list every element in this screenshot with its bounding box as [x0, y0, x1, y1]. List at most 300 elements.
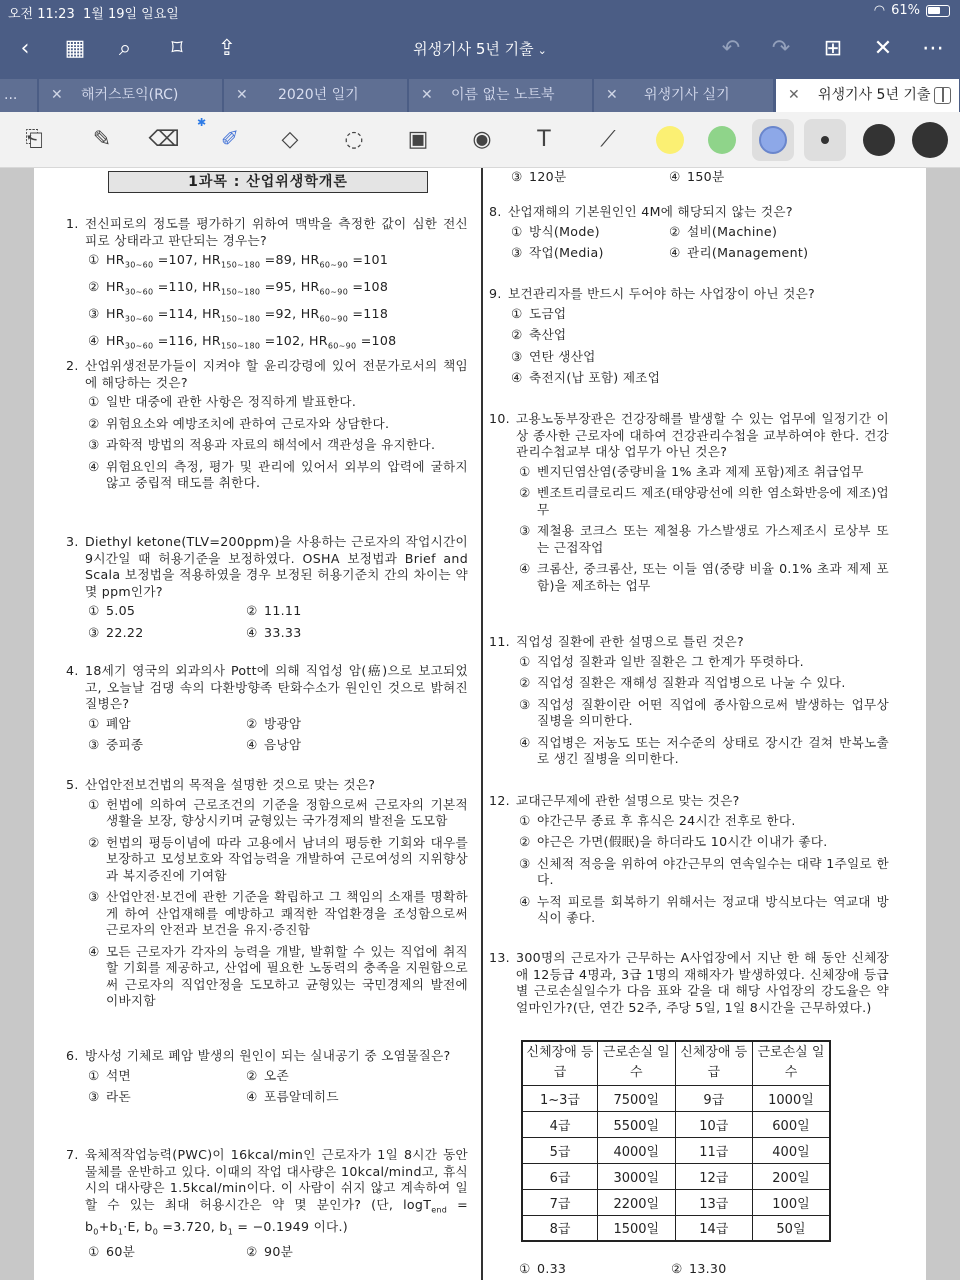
- choice-mark: ①: [511, 305, 523, 321]
- option-3[interactable]: [519, 523, 889, 556]
- option-text: 22.22: [106, 624, 144, 640]
- option-3[interactable]: [88, 1089, 246, 1106]
- option-text: 신체적 적응을 위하여 야간근무의 연속일수는 대략 1주일로 한다.: [537, 855, 889, 887]
- choice-mark: ②: [246, 1067, 258, 1083]
- option-text: 과학적 방법의 적용과 자료의 해석에서 객관성을 유지한다.: [106, 437, 436, 452]
- question-10: [489, 411, 889, 599]
- question-text: 전신피로의 정도를 평가하기 위하여 맥박을 측정한 값이 심한 전신피로 상태라고 판단되는 경우는?: [85, 216, 468, 248]
- option-3[interactable]: [511, 245, 669, 262]
- option-3[interactable]: [88, 625, 246, 642]
- document-title: 위생기사 5년 기출: [413, 40, 534, 58]
- add-page-icon[interactable]: ⊞: [823, 36, 843, 61]
- option-1[interactable]: [511, 224, 669, 241]
- question-text: = b: [85, 1196, 469, 1234]
- option-3[interactable]: [519, 856, 889, 889]
- question-stem: [489, 286, 889, 303]
- question-text: 산업위생전문가들이 지켜야 할 윤리강령에 있어 전문가로서의 책임에 해당하는 것은?: [85, 358, 468, 390]
- table-row: [522, 1085, 830, 1111]
- split-view-icon[interactable]: [934, 87, 951, 104]
- choice-mark: ③: [88, 624, 100, 640]
- option-text: 누적 피로를 회복하기 위해서는 정교대 방식보다는 역교대 방식이 좋다.: [537, 893, 889, 925]
- options: [489, 654, 889, 768]
- tab-overflow[interactable]: [0, 79, 38, 112]
- option-text: 헌법에 의하여 근로조건의 기준을 정함으로써 근로자의 기본적 생활을 보장, 향상시키며 균형있는 국가경제의 발전을 도모함: [106, 796, 468, 828]
- choice-mark: ④: [88, 943, 100, 959]
- question-stem: [489, 204, 889, 221]
- choice-mark: ②: [671, 1261, 683, 1276]
- option-2[interactable]: [519, 675, 889, 692]
- option-text: 축전지(납 포함) 제조업: [529, 370, 661, 385]
- options: [66, 797, 468, 1010]
- question-text: 육체적작업능력(PWC)이 16kcal/min인 근로자가 1일 8시간 동안 물체를 운반하고 있다. 이때의 작업 대사량은 10kcal/mind고, 휴식시의 대사량은 1.5kcal/min이다. 이 사람이 쉬지 않고 계속하여 일할 수 있는 최대 허용시간은 약 몇 분인가? (단, logT: [85, 1147, 468, 1212]
- option-4[interactable]: [246, 1089, 468, 1106]
- table-cell: 100일: [752, 1189, 830, 1215]
- sub: 1: [117, 1227, 124, 1237]
- question-number: 12.: [489, 793, 510, 808]
- sub: 0: [93, 1227, 99, 1237]
- option-text: 위험요인의 측정, 평가 및 관리에 있어서 외부의 압력에 굴하지 않고 중립적 태도를 취한다.: [106, 458, 468, 490]
- option-text: 도금업: [529, 305, 567, 321]
- option-text: 석면: [106, 1067, 131, 1083]
- option-1[interactable]: [519, 813, 889, 830]
- table-header: 신체장애 등급: [522, 1041, 598, 1085]
- sub: 30~60: [124, 287, 154, 297]
- option-1[interactable]: [88, 394, 468, 411]
- val: 89: [275, 252, 293, 267]
- question-13-options: [489, 1258, 889, 1278]
- laser-pointer-icon[interactable]: ⟋: [600, 127, 616, 152]
- stroke-size-small[interactable]: [821, 136, 829, 144]
- question-text: 교대근무제에 관한 설명으로 맞는 것은?: [516, 793, 740, 808]
- choice-mark: ③: [519, 855, 531, 871]
- status-bar: [0, 0, 960, 24]
- table-cell: 9급: [675, 1085, 752, 1111]
- sub: 150~180: [220, 314, 261, 324]
- table-cell: 1~3급: [522, 1085, 598, 1111]
- option-text: 연탄 생산업: [529, 348, 596, 364]
- stroke-size-medium[interactable]: [863, 124, 895, 156]
- choice-mark: ④: [88, 333, 100, 349]
- table-cell: 5급: [522, 1137, 598, 1163]
- sub: 60~90: [327, 341, 357, 351]
- bookmark-icon[interactable]: ⌑: [171, 36, 183, 61]
- choice-mark: ①: [88, 715, 100, 731]
- lasso-icon[interactable]: ◌: [344, 127, 364, 152]
- option-1[interactable]: ① $HR_{30\sim 60} =107$, $HR_{150\sim 180} =89$, $HR_{60\sim 90} =101$: [88, 252, 389, 270]
- choice-mark: ②: [519, 675, 531, 690]
- question-text: 18세기 영국의 외과의사 Pott에 의해 직업성 암(癌)으로 보고되었고, 오늘날 검댕 속의 다환방향족 탄화수소가 원인인 것으로 밝혀진 질병은?: [85, 663, 468, 711]
- question-number: 9.: [489, 286, 502, 301]
- choice-mark: ②: [246, 1243, 258, 1259]
- val: 116: [168, 333, 194, 349]
- close-icon[interactable]: ✕: [51, 87, 63, 103]
- option-2[interactable]: [519, 834, 889, 851]
- val: 92: [275, 306, 293, 322]
- option-1[interactable]: [88, 797, 468, 830]
- choice-mark: ②: [88, 279, 100, 295]
- question-stem: [66, 358, 468, 391]
- options: [489, 464, 889, 595]
- option-text: 방광암: [264, 715, 302, 731]
- option-2[interactable]: ② $HR_{30\sim 60} =110$, $HR_{150\sim 180} =95$, $HR_{60\sim 90} =108$: [88, 279, 389, 297]
- val: 101: [363, 252, 389, 267]
- question-stem: [66, 777, 468, 794]
- option-text: 설비(Machine): [687, 223, 778, 239]
- option-3[interactable]: [88, 437, 468, 454]
- sub: 150~180: [220, 287, 261, 297]
- choice-mark: ④: [519, 893, 531, 909]
- close-icon[interactable]: ✕: [421, 87, 433, 103]
- option-text: 포름알데히드: [264, 1089, 339, 1104]
- option-2[interactable]: [88, 416, 468, 433]
- choice-mark: ②: [246, 603, 258, 618]
- option-1[interactable]: [88, 716, 246, 733]
- table-cell: 7급: [522, 1189, 598, 1215]
- choice-mark: ②: [511, 327, 523, 342]
- choice-mark: ①: [88, 394, 100, 409]
- option-text: 중피종: [106, 737, 144, 752]
- option-4[interactable]: ④ $HR_{30\sim 60} =116$, $HR_{150\sim 180} =102$, $HR_{60\sim 90} =108$: [88, 333, 397, 351]
- table-cell: 2200일: [598, 1189, 676, 1215]
- table-cell: 4급: [522, 1111, 598, 1137]
- redo-icon[interactable]: ↷: [771, 36, 791, 61]
- table-header-row: [522, 1041, 830, 1085]
- color-blue-selected[interactable]: [759, 126, 787, 154]
- option-4[interactable]: [669, 169, 889, 186]
- sub: 30~60: [124, 260, 154, 270]
- color-green[interactable]: [708, 126, 736, 154]
- table-cell: 400일: [752, 1137, 830, 1163]
- option-text: 위험요소와 예방조치에 관하여 근로자와 상담한다.: [106, 415, 390, 431]
- option-4[interactable]: [246, 737, 468, 754]
- option-2[interactable]: [671, 1261, 889, 1278]
- option-text: 13.30: [689, 1261, 727, 1276]
- option-2[interactable]: [246, 1068, 468, 1085]
- tab-hackers-toeic[interactable]: [39, 79, 223, 112]
- eraser-icon[interactable]: ⌫: [148, 127, 180, 152]
- question-13: [489, 950, 889, 1016]
- question-number: 11.: [489, 634, 510, 649]
- option-4[interactable]: [511, 370, 889, 387]
- battery-icon: [926, 5, 950, 17]
- choice-mark: ③: [88, 1089, 100, 1104]
- more-icon[interactable]: ⋯: [922, 36, 944, 61]
- option-2[interactable]: [246, 716, 468, 733]
- val: 108: [371, 333, 397, 349]
- hr: HR: [300, 252, 320, 267]
- options: [66, 1068, 468, 1106]
- hr: HR: [202, 333, 221, 349]
- choice-mark: ④: [246, 1089, 258, 1104]
- option-text: 축산업: [529, 327, 567, 342]
- option-4[interactable]: [88, 459, 468, 492]
- table-cell: 7500일: [598, 1085, 676, 1111]
- question-text: = −0.1949 이다.): [233, 1218, 349, 1234]
- highlighter-icon[interactable]: ✐: [220, 127, 240, 152]
- question-8: [489, 204, 889, 262]
- question-stem: [66, 216, 468, 249]
- option-1[interactable]: [511, 306, 889, 323]
- option-2[interactable]: [88, 835, 468, 885]
- shapes-icon[interactable]: ◇: [281, 127, 299, 152]
- tab-bar: [0, 75, 960, 112]
- option-text: 직업병은 저농도 또는 저수준의 상태로 장시간 걸쳐 반복노출로 생긴 질병을 의미한다.: [537, 734, 889, 766]
- question-text: 고용노동부장관은 건강장해를 발생할 수 있는 업무에 일정기간 이상 종사한 근로자에 대하여 건강관리수첩을 교부하여야 한다. 건강관리수첩교부 대상 업무가 아닌 것은?: [516, 411, 889, 459]
- question-text: 방사성 기체로 폐암 발생의 원인이 되는 실내공기 중 오염물질은?: [85, 1048, 451, 1063]
- option-4[interactable]: [519, 561, 889, 594]
- close-icon[interactable]: ✕: [236, 87, 248, 103]
- choice-mark: ③: [519, 696, 531, 712]
- option-text: 120분: [529, 169, 567, 184]
- option-text: 폐암: [106, 715, 131, 731]
- option-text: 60분: [106, 1243, 136, 1259]
- question-text: =3.720, b: [158, 1218, 228, 1234]
- wifi-icon: ◠: [873, 3, 886, 18]
- options: [489, 169, 889, 186]
- table-cell: 50일: [752, 1215, 830, 1241]
- question-number: 5.: [66, 777, 79, 792]
- option-text: 크롬산, 중크롬산, 또는 이들 염(중량 비율 0.1% 초과 제제 포함)을 제조하는 업무: [537, 561, 889, 593]
- question-7: [66, 1147, 468, 1260]
- option-1[interactable]: [519, 464, 889, 481]
- options: [66, 1244, 468, 1261]
- question-1: [66, 216, 468, 360]
- tab-hygiene-practical[interactable]: [594, 79, 774, 112]
- bluetooth-icon: ✱: [197, 116, 207, 129]
- battery-percent: 61%: [891, 3, 920, 18]
- option-text: 33.33: [264, 624, 302, 640]
- option-text: 직업성 질환이란 어떤 직업에 종사함으로써 발생하는 업무상 질병을 의미한다.: [537, 696, 889, 728]
- option-2[interactable]: [669, 224, 889, 241]
- choice-mark: ④: [88, 458, 100, 474]
- choice-mark: ③: [88, 306, 100, 322]
- tab-untitled-notebook[interactable]: [409, 79, 593, 112]
- close-icon[interactable]: ✕: [788, 87, 800, 103]
- options: [489, 306, 889, 387]
- question-stem: [66, 534, 468, 600]
- question-text: +b: [98, 1218, 118, 1234]
- hr: HR: [202, 252, 221, 267]
- hr: HR: [202, 306, 221, 322]
- option-3[interactable]: [511, 349, 889, 366]
- tab-label: 이름 없는 노트북: [451, 87, 555, 103]
- option-3[interactable]: [519, 697, 889, 730]
- question-text: 직업성 질환에 관한 설명으로 틀린 것은?: [516, 634, 744, 649]
- read-mode-icon[interactable]: ⎗: [25, 127, 43, 152]
- question-12: [489, 793, 889, 932]
- choice-mark: ①: [511, 223, 523, 239]
- choice-mark: ①: [88, 796, 100, 812]
- choice-mark: ④: [669, 245, 681, 260]
- table-header: 근로손실 일수: [598, 1041, 676, 1085]
- option-text: 직업성 질환과 일반 질환은 그 한계가 뚜렷하다.: [537, 653, 804, 669]
- option-text: 벤지딘염산염(중량비율 1% 초과 제제 포함)제조 취급업무: [537, 463, 864, 479]
- hr: HR: [309, 333, 328, 349]
- options: [489, 813, 889, 927]
- choice-mark: ①: [88, 1243, 100, 1259]
- option-3[interactable]: [88, 889, 468, 939]
- table-cell: 1500일: [598, 1215, 676, 1241]
- table-cell: 12급: [675, 1163, 752, 1189]
- table-row: [522, 1163, 830, 1189]
- table-cell: 5500일: [598, 1111, 676, 1137]
- question-number: 4.: [66, 663, 79, 678]
- option-1[interactable]: [519, 1261, 671, 1278]
- question-6: [66, 1048, 468, 1106]
- question-text: ·E, b: [123, 1218, 153, 1234]
- sub: 1: [227, 1227, 234, 1237]
- sub: 60~90: [319, 260, 349, 270]
- column-divider: [481, 168, 483, 1280]
- table-row: [522, 1137, 830, 1163]
- choice-mark: ②: [519, 485, 531, 500]
- option-3[interactable]: [88, 737, 246, 754]
- option-2[interactable]: [519, 485, 889, 518]
- stroke-size-large[interactable]: [912, 122, 948, 158]
- color-yellow[interactable]: [656, 126, 684, 154]
- question-stem: [489, 634, 889, 651]
- option-text: 방식(Mode): [529, 223, 600, 239]
- share-icon[interactable]: ⇪: [217, 36, 237, 61]
- option-text: 제철용 코크스 또는 제철용 가스발생로 가스제조시 로상부 또는 근접작업: [537, 523, 889, 555]
- option-2[interactable]: [246, 1244, 468, 1261]
- option-text: 5.05: [106, 603, 136, 618]
- choice-mark: ②: [246, 715, 258, 731]
- question-5: [66, 777, 468, 1015]
- val: 108: [363, 279, 389, 295]
- option-text: 헌법의 평등이념에 따라 고용에서 남녀의 평등한 기회와 대우를 보장하고 모성보호와 작업능력을 개발하여 근로여성의 지위향상과 복지증진에 기여함: [106, 834, 468, 883]
- val: 107: [168, 252, 194, 267]
- option-4[interactable]: [519, 894, 889, 927]
- choice-mark: ②: [519, 834, 531, 849]
- table-cell: 13급: [675, 1189, 752, 1215]
- hr: HR: [300, 306, 320, 322]
- question-9: [489, 286, 889, 392]
- choice-mark: ②: [88, 415, 100, 431]
- drawing-toolbar: [0, 112, 960, 168]
- document-page[interactable]: [34, 168, 926, 1280]
- table-cell: 600일: [752, 1111, 830, 1137]
- option-text: 11.11: [264, 603, 302, 618]
- clock: 오전 11:23: [8, 7, 75, 22]
- status-time: [8, 3, 179, 22]
- question-stem: [66, 663, 468, 713]
- question-text: 산업재해의 기본원인인 4M에 해당되지 않는 것은?: [508, 204, 793, 219]
- grid-icon[interactable]: ▦: [64, 36, 86, 61]
- choice-mark: ②: [88, 834, 100, 850]
- option-text: 0.33: [537, 1261, 567, 1276]
- option-3[interactable]: [511, 169, 669, 186]
- options: [489, 224, 889, 262]
- tab-diary-2020[interactable]: [224, 79, 408, 112]
- document-title-dropdown[interactable]: [380, 38, 580, 59]
- tab-label: ...: [4, 87, 18, 103]
- option-text: 일반 대중에 관한 사항은 정직하게 발표한다.: [106, 394, 357, 409]
- date: 1월 19일 일요일: [82, 7, 179, 22]
- table-row: [522, 1111, 830, 1137]
- option-text: 오존: [264, 1067, 289, 1083]
- val: 110: [168, 279, 194, 295]
- table-cell: 1000일: [752, 1085, 830, 1111]
- option-text: 야근은 가면(假眠)을 하더라도 10시간 이내가 좋다.: [537, 834, 828, 849]
- option-1[interactable]: [88, 603, 246, 620]
- tools-off-icon[interactable]: ✕: [873, 36, 893, 61]
- choice-mark: ①: [88, 1067, 100, 1083]
- top-bar: [0, 0, 960, 75]
- subject-header: 1과목 : 산업위생학개론: [108, 171, 428, 193]
- sub: 30~60: [124, 341, 154, 351]
- question-text: 산업안전보건법의 목적을 설명한 것으로 맞는 것은?: [85, 777, 376, 792]
- table-cell: 14급: [675, 1215, 752, 1241]
- question-4: [66, 663, 468, 754]
- text-icon[interactable]: T: [537, 127, 551, 152]
- choice-mark: ④: [246, 624, 258, 640]
- question-stem: [489, 411, 889, 461]
- option-text: 직업성 질환은 재해성 질환과 직업병으로 나눌 수 있다.: [537, 675, 846, 690]
- close-icon[interactable]: ✕: [606, 87, 618, 103]
- tab-label: 해커스토익(RC): [81, 87, 179, 103]
- choice-mark: ③: [511, 245, 523, 260]
- options: [66, 716, 468, 754]
- choice-mark: ③: [519, 523, 531, 538]
- option-1[interactable]: [88, 1068, 246, 1085]
- option-4[interactable]: [669, 245, 889, 262]
- undo-icon[interactable]: ↶: [721, 36, 741, 61]
- table-cell: 10급: [675, 1111, 752, 1137]
- option-text: 90분: [264, 1243, 294, 1259]
- choice-mark: ④: [246, 737, 258, 752]
- choice-mark: ③: [511, 348, 523, 364]
- option-text: 150분: [687, 169, 725, 184]
- option-text: 벤조트리클로리드 제조(태양광선에 의한 염소화반응에 제조)업무: [537, 485, 889, 517]
- choice-mark: ③: [88, 889, 100, 904]
- table-header: 신체장애 등급: [675, 1041, 752, 1085]
- option-text: 모든 근로자가 각자의 능력을 개발, 발휘할 수 있는 직업에 취직할 기회를 제공하고, 산업에 필요한 노동력의 충족을 지원함으로써 근로자의 직업안정을 도모하고 균형있는 국민경제의 발전에 이바지함: [106, 943, 468, 1008]
- val: 114: [168, 306, 194, 322]
- choice-mark: ④: [511, 370, 523, 385]
- question-2: [66, 358, 468, 497]
- tab-label: 위생기사 5년 기출: [818, 87, 931, 103]
- question-text: 보건관리자를 반드시 두어야 하는 사업장이 아닌 것은?: [508, 286, 816, 301]
- choice-mark: ①: [519, 463, 531, 479]
- option-3[interactable]: ③ $HR_{30\sim 60} =114$, $HR_{150\sim 180} =92$, $HR_{60\sim 90} =118$: [88, 306, 389, 324]
- nav-bar: [0, 28, 960, 70]
- camera-icon[interactable]: ◉: [472, 127, 492, 152]
- table-row: [522, 1215, 830, 1241]
- back-icon[interactable]: ‹: [20, 36, 30, 61]
- option-1[interactable]: [88, 1244, 246, 1261]
- tab-hygiene-5yr[interactable]: [776, 79, 960, 112]
- hr: HR: [106, 279, 125, 295]
- option-text: 관리(Management): [687, 245, 809, 260]
- table-cell: 3000일: [598, 1163, 676, 1189]
- val: 95: [275, 279, 293, 295]
- option-2[interactable]: [511, 327, 889, 344]
- image-icon[interactable]: ▣: [407, 127, 429, 152]
- option-4[interactable]: [88, 944, 468, 1010]
- hr: HR: [300, 279, 320, 295]
- search-icon[interactable]: ⌕: [118, 36, 132, 61]
- table-cell: 6급: [522, 1163, 598, 1189]
- option-4[interactable]: [246, 625, 468, 642]
- option-2[interactable]: [246, 603, 468, 620]
- question-number: 10.: [489, 411, 510, 426]
- pen-icon[interactable]: ✎: [92, 127, 112, 152]
- option-text: 음낭암: [264, 737, 302, 752]
- option-1[interactable]: [519, 654, 889, 671]
- option-4[interactable]: [519, 735, 889, 768]
- table-cell: 8급: [522, 1215, 598, 1241]
